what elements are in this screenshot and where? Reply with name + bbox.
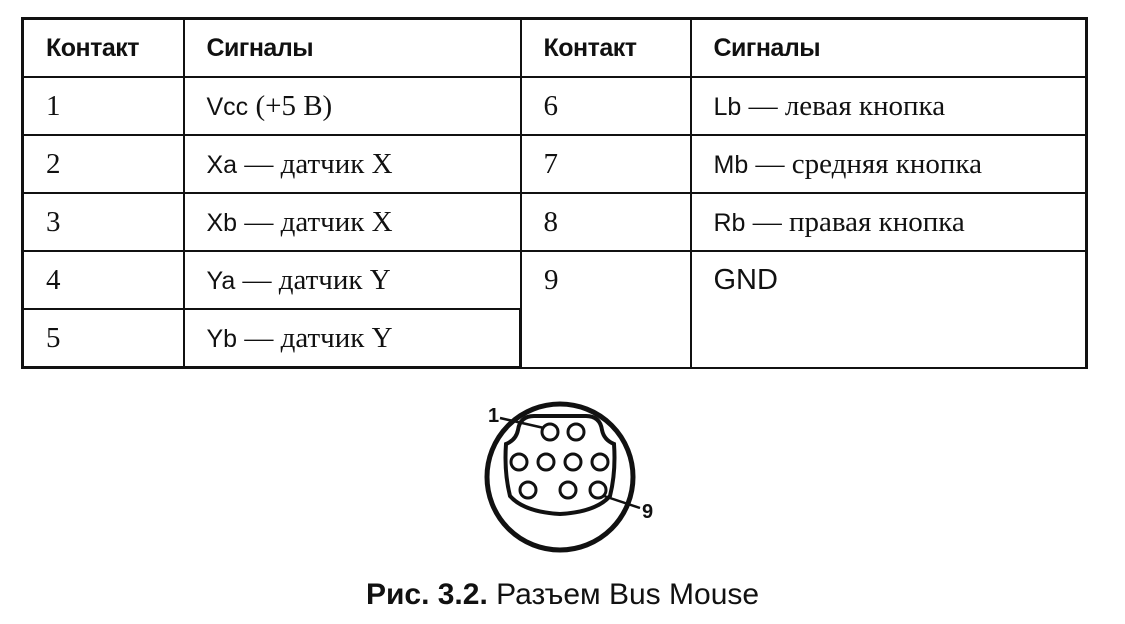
pin-hole: [542, 424, 558, 440]
signal-desc: — датчик X: [237, 147, 393, 180]
signal-abbr: Rb: [713, 208, 746, 237]
pin-9-label: 9: [642, 501, 654, 523]
pin-number: 3: [23, 193, 184, 251]
signal-cell: [184, 77, 521, 135]
pin-number: 2: [23, 135, 184, 193]
mini-din-9-connector-icon: [470, 392, 680, 562]
pin-number: 1: [23, 77, 184, 135]
pin-number: 5: [23, 309, 184, 368]
signal-desc: — датчик Y: [237, 321, 393, 354]
pin-hole: [538, 454, 554, 470]
pin-9-leader: [604, 496, 640, 508]
signal-cell: [691, 193, 1087, 251]
signal-desc: — датчик Y: [235, 263, 391, 296]
signal-abbr: Vcc: [206, 92, 249, 121]
signal-cell: GND: [691, 251, 1087, 368]
header-pin-left: Контакт: [23, 19, 184, 78]
pin-1-label: 1: [488, 405, 500, 427]
pin-hole: [592, 454, 608, 470]
signal-cell: [184, 135, 521, 193]
signal-abbr: Xb: [206, 208, 238, 237]
table-row: [23, 135, 1087, 193]
table-row: [23, 251, 1087, 309]
signal-desc: — левая кнопка: [741, 89, 946, 122]
pin-hole: [511, 454, 527, 470]
signal-abbr: Ya: [206, 266, 236, 295]
signal-cell: [691, 77, 1087, 135]
pin-hole: [565, 454, 581, 470]
pin-number: 7: [521, 135, 691, 193]
header-signals-right: Сигналы: [691, 19, 1087, 78]
signal-cell: [184, 193, 521, 251]
pin-hole: [568, 424, 584, 440]
table-row: [23, 77, 1087, 135]
header-pin-right: Контакт: [521, 19, 691, 78]
signal-abbr: Xa: [206, 150, 238, 179]
table-row: [23, 193, 1087, 251]
signal-abbr: Mb: [713, 150, 749, 179]
signal-cell: [184, 251, 521, 309]
table-header-row: [23, 19, 1087, 78]
pin-number: 8: [521, 193, 691, 251]
signal-abbr: Yb: [206, 324, 238, 353]
pin-number: 4: [23, 251, 184, 309]
figure-caption: [0, 578, 1125, 612]
connector-outer-ring: [487, 404, 633, 550]
pin-number: 9: [521, 251, 691, 368]
figure-number: Рис. 3.2.: [365, 578, 488, 611]
signal-desc: — правая кнопка: [745, 205, 965, 238]
pin-hole: [520, 482, 536, 498]
header-signals-left: Сигналы: [184, 19, 521, 78]
signal-desc: (+5 В): [248, 89, 333, 122]
figure-title: Разъем Bus Mouse: [487, 578, 760, 611]
signal-desc: — средняя кнопка: [748, 147, 982, 180]
signal-cell: [184, 309, 521, 368]
pin-number: 6: [521, 77, 691, 135]
pinout-table: [21, 17, 1088, 369]
signal-abbr: Lb: [713, 92, 742, 121]
signal-cell: [691, 135, 1087, 193]
pin-hole: [590, 482, 606, 498]
pin-hole: [560, 482, 576, 498]
signal-desc: — датчик X: [237, 205, 393, 238]
